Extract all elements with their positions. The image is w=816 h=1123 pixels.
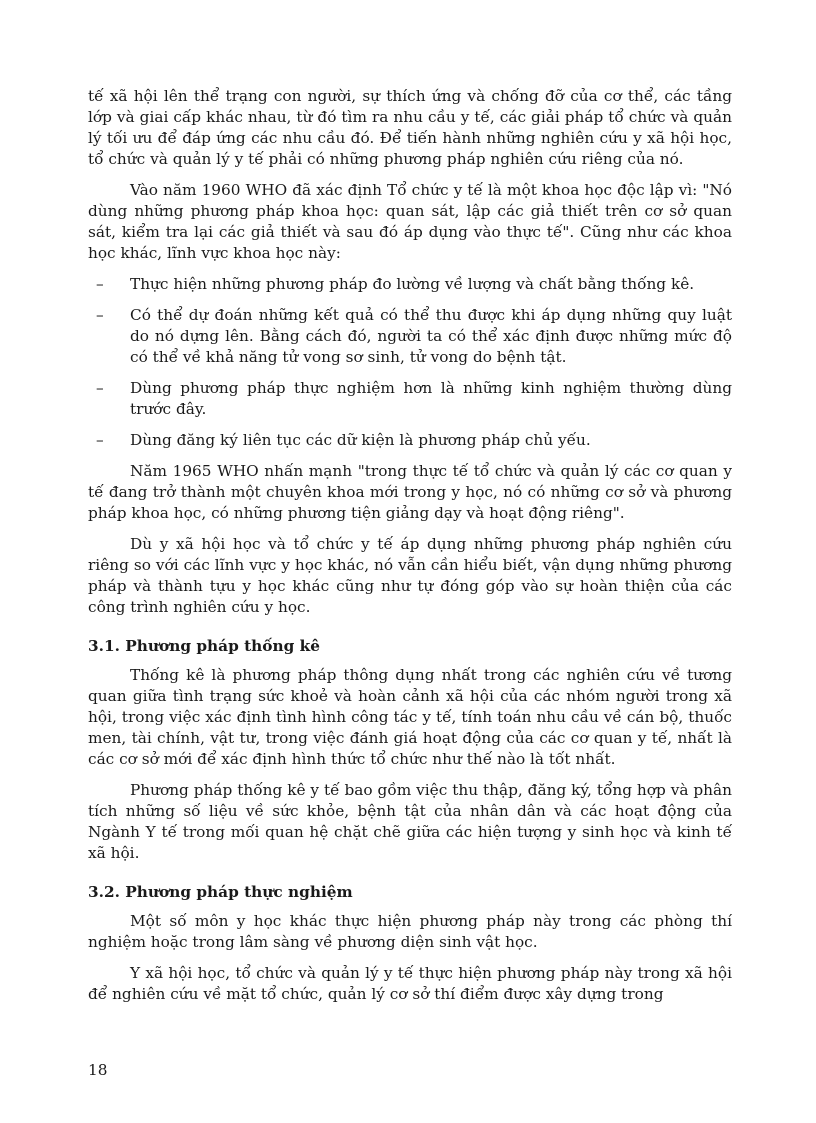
list-item: [88, 274, 732, 295]
paragraph-who-1960: Vào năm 1960 WHO đã xác định Tổ chức y tế là một khoa học độc lập vì: "Nó dùng những phương pháp khoa học: quan sát, lập các giả thiết trên cơ sở quan sát, kiểm tra lại các giả thiết và sau đó áp dụng vào thực tế". Cũng như các khoa học khác, lĩnh vực khoa học này:: [88, 181, 732, 262]
paragraph-intro-continuation: tế xã hội lên thể trạng con người, sự thích ứng và chống đỡ của cơ thể, các tầng lớp và giai cấp khác nhau, từ đó tìm ra nhu cầu y tế, các giải pháp tổ chức và quản lý tối ưu để đáp ứng các nhu cầu đó. Để tiến hành những nghiên cứu y xã hội học, tổ chức và quản lý y tế phải có những phương pháp nghiên cứu riêng của nó.: [88, 87, 732, 168]
list-item-text: Dùng đăng ký liên tục các dữ kiện là phương pháp chủ yếu.: [130, 431, 591, 449]
paragraph-experimental-1: Một số môn y học khác thực hiện phương pháp này trong các phòng thí nghiệm hoặc trong lâm sàng về phương diện sinh vật học.: [88, 912, 732, 951]
paragraph-statistics-2: Phương pháp thống kê y tế bao gồm việc thu thập, đăng ký, tổng hợp và phân tích những số liệu về sức khỏe, bệnh tật của nhân dân và các hoạt động của Ngành Y tế trong mối quan hệ chặt chẽ giữa các hiện tượng y sinh học và kinh tế xã hội.: [88, 781, 732, 862]
dash-bullet: –: [96, 379, 104, 397]
characteristics-list: [88, 274, 732, 451]
dash-bullet: –: [96, 431, 104, 449]
section-heading-experimental: 3.2. Phương pháp thực nghiệm: [88, 883, 353, 901]
list-item-text: Dùng phương pháp thực nghiệm hơn là những kinh nghiệm thường dùng trước đây.: [130, 379, 732, 418]
section-heading-statistics: 3.1. Phương pháp thống kê: [88, 637, 320, 655]
dash-bullet: –: [96, 306, 104, 324]
dash-bullet: –: [96, 275, 104, 293]
list-item: [88, 430, 732, 451]
paragraph-statistics-1: Thống kê là phương pháp thông dụng nhất trong các nghiên cứu về tương quan giữa tình trạng sức khoẻ và hoàn cảnh xã hội của các nhóm người trong xã hội, trong việc xác định tình hình công tác y tế, tính toán nhu cầu về cán bộ, thuốc men, tài chính, vật tư, trong việc đánh giá hoạt động của các cơ quan y tế, nhất là các cơ sở mới để xác định hình thức tổ chức như thế nào là tốt nhất.: [88, 666, 732, 768]
list-item: [88, 305, 732, 368]
page-number: 18: [88, 1061, 108, 1079]
paragraph-research-methods: Dù y xã hội học và tổ chức y tế áp dụng những phương pháp nghiên cứu riêng so với các lĩnh vực y học khác, nó vẫn cần hiểu biết, vận dụng những phương pháp và thành tựu y học khác cũng như tự đóng góp vào sự hoàn thiện của các công trình nghiên cứu y học.: [88, 535, 732, 616]
paragraph-who-1965: Năm 1965 WHO nhấn mạnh "trong thực tế tổ chức và quản lý các cơ quan y tế đang trở thành một chuyên khoa mới trong y học, nó có những cơ sở và phương pháp khoa học, có những phương tiện giảng dạy và hoạt động riêng".: [88, 462, 732, 522]
list-item-text: Thực hiện những phương pháp đo lường về lượng và chất bằng thống kê.: [130, 275, 695, 293]
paragraph-experimental-2: Y xã hội học, tổ chức và quản lý y tế thực hiện phương pháp này trong xã hội để nghiên cứu về mặt tổ chức, quản lý cơ sở thí điểm được xây dựng trong: [88, 964, 732, 1003]
list-item: [88, 378, 732, 420]
list-item-text: Có thể dự đoán những kết quả có thể thu được khi áp dụng những quy luật do nó dựng lên. Bằng cách đó, người ta có thể xác định được những mức độ có thể về khả năng tử vong sơ sinh, tử vong do bệnh tật.: [130, 306, 732, 366]
